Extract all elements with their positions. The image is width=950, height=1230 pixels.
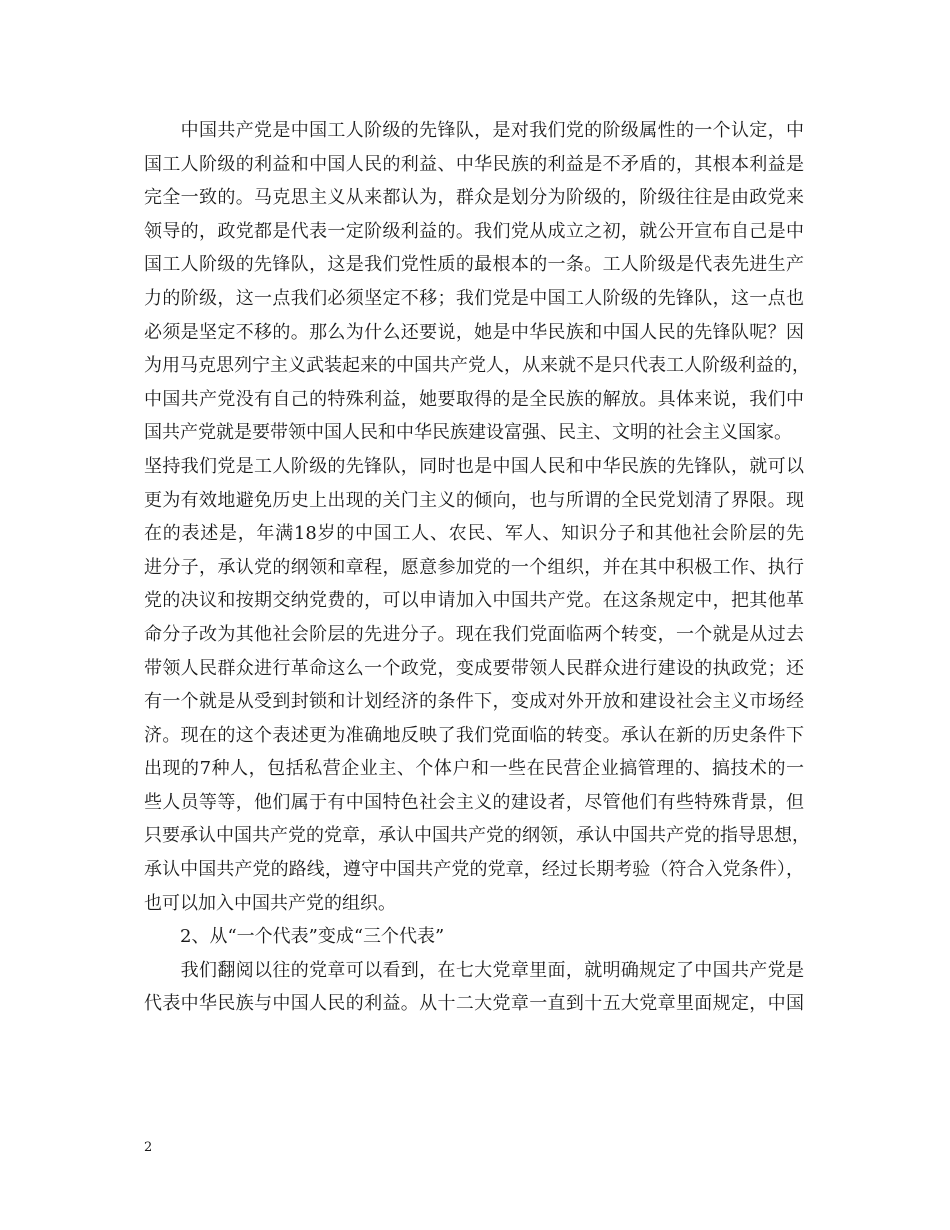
text-line: 必须是坚定不移的。那么为什么还要说，她是中华民族和中国人民的先锋队呢？因 [144,321,804,343]
text-line: 代表中华民族与中国人民的利益。从十二大党章一直到十五大党章里面规定，中国 [144,993,804,1015]
text-line: 为用马克思列宁主义武装起来的中国共产党人，从来就不是只代表工人阶级利益的， [144,355,810,377]
text-line: 带领人民群众进行革命这么一个政党，变成要带领人民群众进行建设的执政党；还 [144,657,804,679]
text-line: 承认中国共产党的路线，遵守中国共产党的党章，经过长期考验（符合入党条件）， [144,859,804,881]
text-line: 些人员等等，他们属于有中国特色社会主义的建设者，尽管他们有些特殊背景，但 [144,791,804,813]
text-line: 党的决议和按期交纳党费的，可以申请加入中国共产党。在这条规定中，把其他革 [144,590,804,612]
document-body [144,114,810,1021]
text-line: 命分子改为其他社会阶层的先进分子。现在我们党面临两个转变，一个就是从过去 [144,623,804,645]
text-line: 进分子，承认党的纲领和章程，愿意参加党的一个组织，并在其中积极工作、执行 [144,556,804,578]
text-line: 完全一致的。马克思主义从来都认为，群众是划分为阶级的，阶级往往是由政党来 [144,187,804,209]
text-line: 出现的7种人，包括私营企业主、个体户和一些在民营企业搞管理的、搞技术的一 [144,758,804,780]
section-heading: 2、从“一个代表”变成“三个代表” [144,926,445,948]
text-line: 济。现在的这个表述更为准确地反映了我们党面临的转变。承认在新的历史条件下 [144,724,804,746]
text-line: 我们翻阅以往的党章可以看到，在七大党章里面，就明确规定了中国共产党是 [144,959,804,981]
text-line: 力的阶级，这一点我们必须坚定不移；我们党是中国工人阶级的先锋队，这一点也 [144,287,804,309]
text-line: 只要承认中国共产党的党章，承认中国共产党的纲领，承认中国共产党的指导思想， [144,825,810,847]
text-line: 领导的，政党都是代表一定阶级利益的。我们党从成立之初，就公开宣布自己是中 [144,220,804,242]
text-line: 国工人阶级的先锋队，这是我们党性质的最根本的一条。工人阶级是代表先进生产 [144,254,804,276]
text-line: 在的表述是，年满18岁的中国工人、农民、军人、知识分子和其他社会阶层的先 [144,523,804,545]
text-line: 也可以加入中国共产党的组织。 [144,892,396,914]
text-line: 有一个就是从受到封锁和计划经济的条件下，变成对外开放和建设社会主义市场经 [144,691,804,713]
text-line: 国共产党就是要带领中国人民和中华民族建设富强、民主、文明的社会主义国家。 [144,422,792,444]
text-line: 更为有效地避免历史上出现的关门主义的倾向，也与所谓的全民党划清了界限。现 [144,489,804,511]
page-number: 2 [144,1140,153,1155]
text-line: 中国共产党是中国工人阶级的先锋队，是对我们党的阶级属性的一个认定，中 [144,120,804,141]
text-line: 国工人阶级的利益和中国人民的利益、中华民族的利益是不矛盾的，其根本利益是 [144,153,804,175]
text-line: 坚持我们党是工人阶级的先锋队，同时也是中国人民和中华民族的先锋队，就可以 [144,455,804,477]
text-line: 中国共产党没有自己的特殊利益，她要取得的是全民族的解放。具体来说，我们中 [144,388,804,410]
